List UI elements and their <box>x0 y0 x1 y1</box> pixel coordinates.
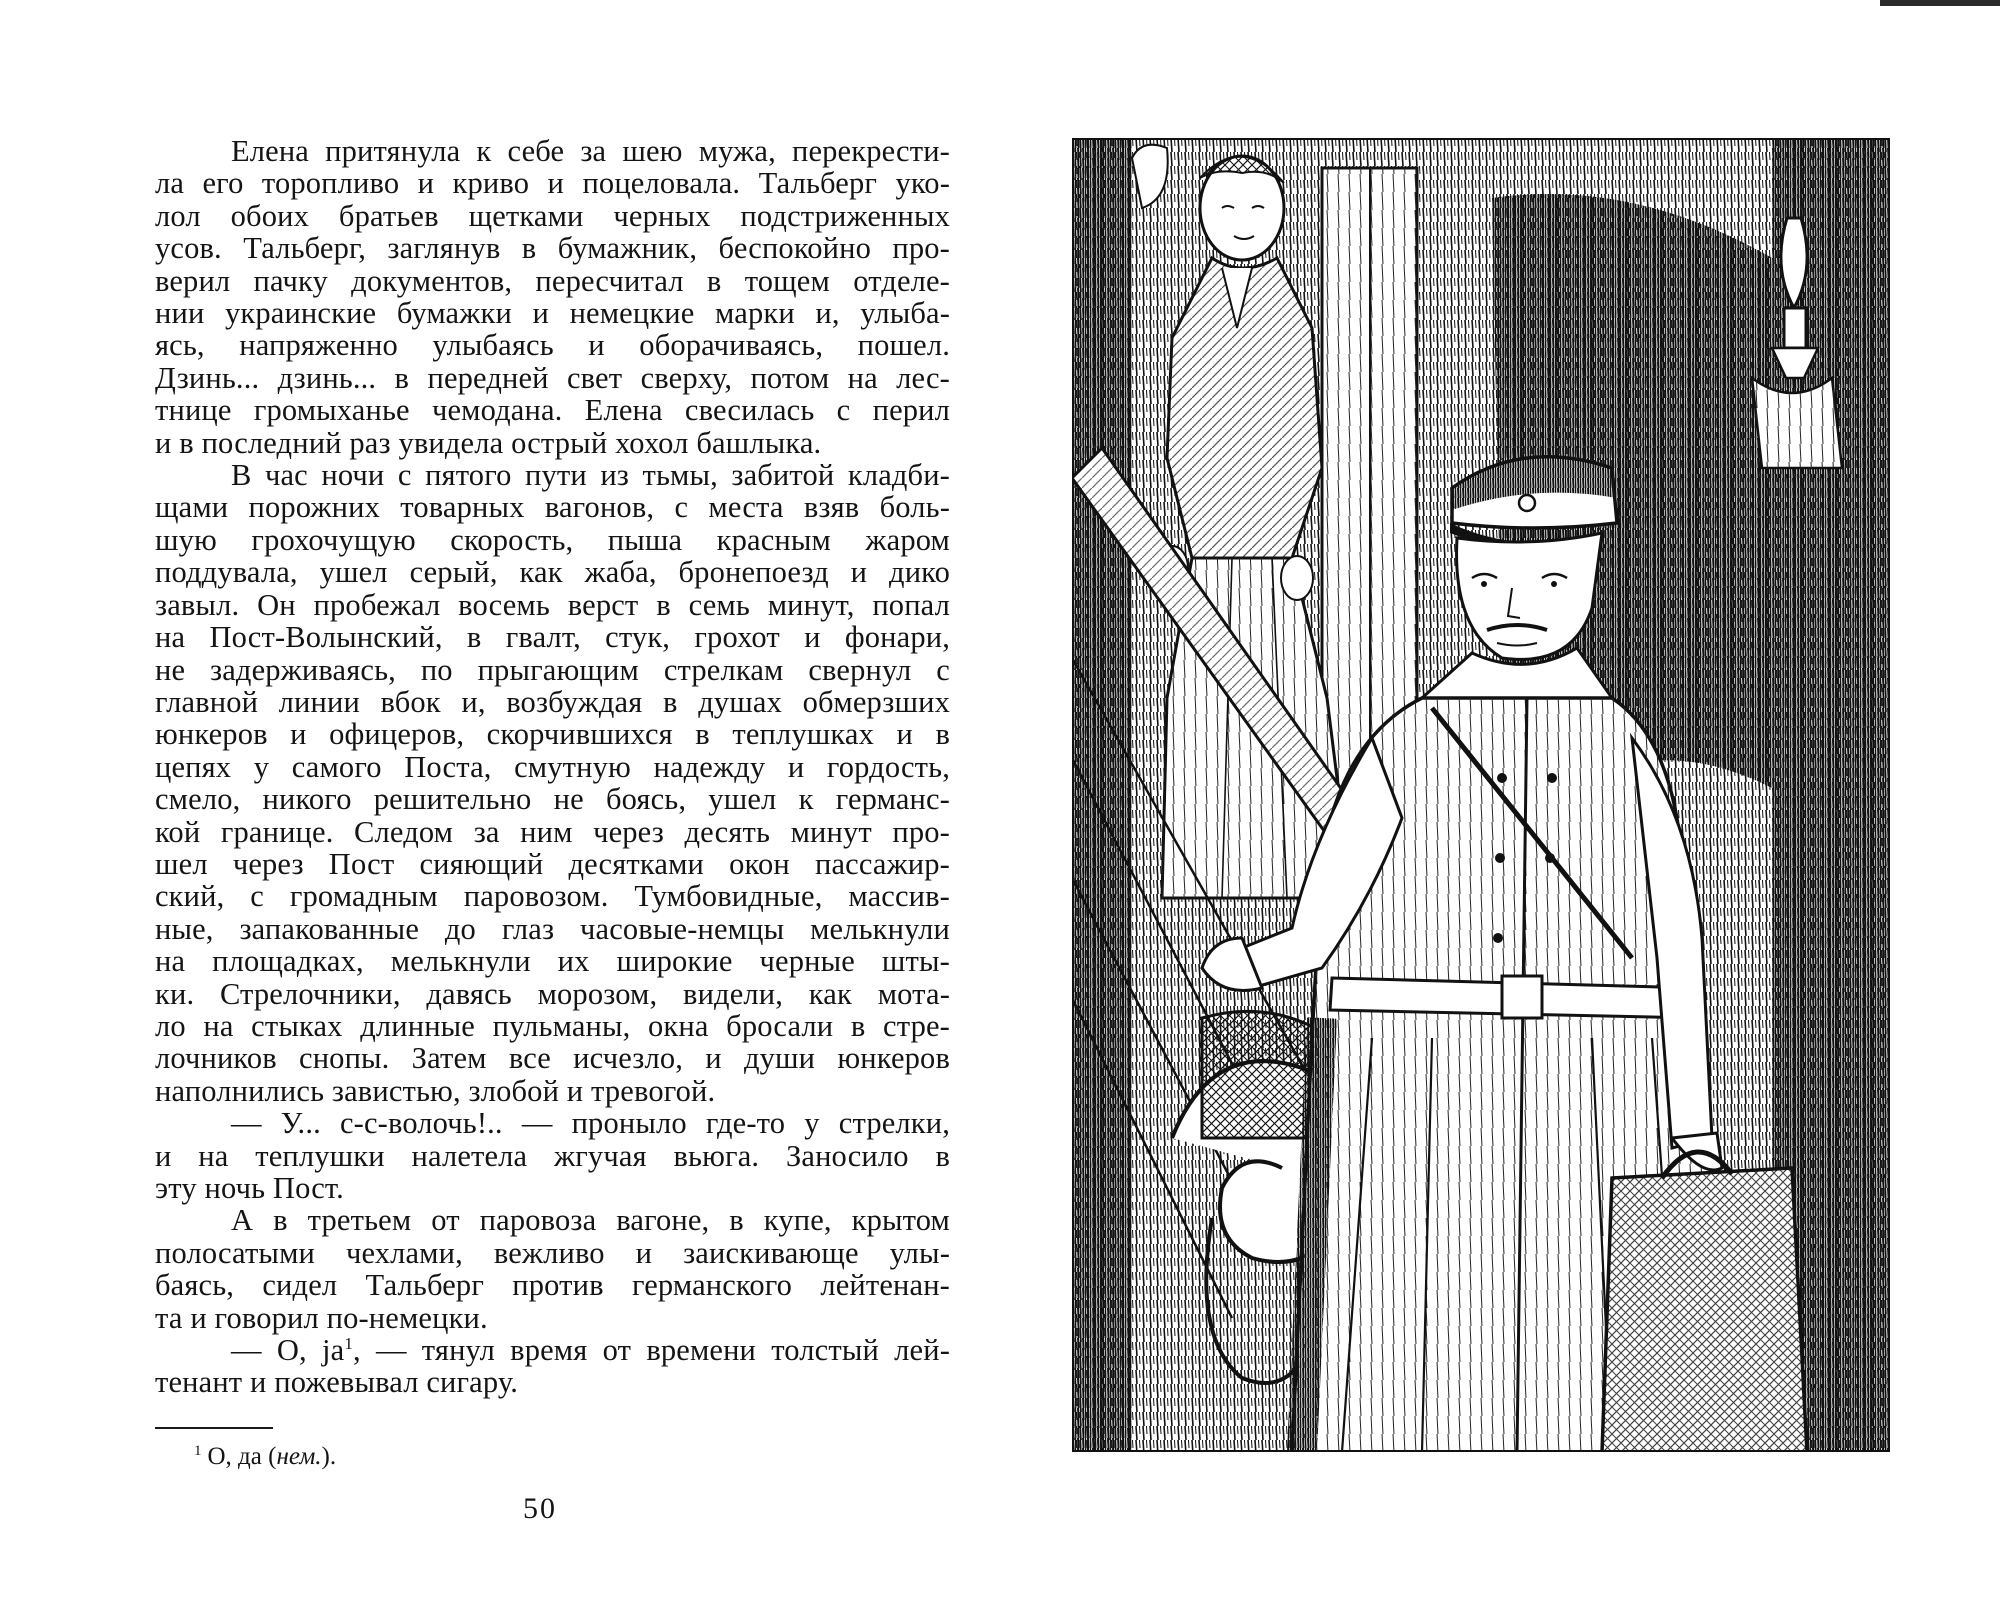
footnote-divider <box>155 1427 273 1429</box>
text-line: ский, с громадным паровозом. Тумбовидные, массив- <box>155 879 950 914</box>
paragraph-4 <box>155 1204 950 1334</box>
footnote-marker: 1 <box>344 1333 353 1353</box>
dialogue-text: , — тянул время от времени толстый лей- <box>352 1333 950 1368</box>
text-column <box>155 135 950 1399</box>
page-number: 50 <box>523 1492 557 1525</box>
text-line <box>155 1334 950 1366</box>
text-line: кой границе. Следом за ним через десять минут про- <box>155 814 950 849</box>
text-line: усов. Тальберг, заглянув в бумажник, беспокойно про- <box>155 231 950 266</box>
text-line: Елена притянула к себе за шею мужа, перекрести- <box>231 134 950 168</box>
paragraph-3 <box>155 1107 950 1204</box>
text-line: эту ночь Пост. <box>155 1171 344 1205</box>
text-line: ясь, напряженно улыбаясь и оборачиваясь, пошел. <box>155 328 950 363</box>
text-line: ки. Стрелочники, давясь морозом, видели, как мота- <box>155 976 950 1011</box>
text-line: тнице громыханье чемодана. Елена свесилась с перил <box>155 393 950 428</box>
text-line: поддувала, ушел серый, как жаба, бронепоезд и дико <box>155 555 950 590</box>
footnote-italic: нем. <box>276 1443 322 1470</box>
text-line: баясь, сидел Тальберг против германского лейтенан- <box>155 1268 950 1303</box>
text-line: А в третьем от паровоза вагоне, в купе, крытом <box>231 1203 950 1238</box>
text-line: и на теплушки налетела жгучая вьюга. Заносило в <box>155 1138 950 1173</box>
left-wall-shadow <box>1072 138 1132 1452</box>
text-line: лочников снопы. Затем все исчезло, и души юнкеров <box>155 1041 950 1076</box>
footnote-number: 1 <box>194 1442 202 1459</box>
dialogue-text: — О, ja <box>231 1333 345 1368</box>
footnote-text: О, да ( <box>207 1443 277 1470</box>
paragraph-2 <box>155 459 950 1107</box>
text-line: В час ночи с пятого пути из тьмы, забитой кладби- <box>231 458 950 493</box>
text-line: главной линии вбок и, возбуждая в душах обмерзших <box>155 684 950 719</box>
text-line: и в последний раз увидела острый хохол башлыка. <box>155 425 822 460</box>
page-edge-strip <box>1880 0 2000 6</box>
text-line: наполнились завистью, злобой и тревогой. <box>155 1073 716 1108</box>
text-line: шую грохочущую скорость, пыша красным жаром <box>155 522 950 557</box>
paragraph-5 <box>155 1334 950 1399</box>
text-line: ные, запакованные до глаз часовые-немцы мелькнули <box>155 911 950 946</box>
footnote <box>194 1442 336 1472</box>
text-line: ло на стыках длинные пульманы, окна бросали в стре- <box>155 1008 950 1043</box>
text-line: ла его торопливо и криво и поцеловала. Тальберг уко- <box>155 166 950 201</box>
text-line: — У... с-с-волочь!.. — проныло где-то у стрелки, <box>231 1106 950 1141</box>
illustration <box>1072 138 1890 1452</box>
text-line: лол обоих братьев щетками черных подстриженных <box>155 198 950 233</box>
text-line: смело, никого решительно не боясь, ушел к германс- <box>155 782 950 817</box>
text-line: шел через Пост сияющий десятками окон пассажир- <box>155 846 950 881</box>
text-line: юнкеров и офицеров, скорчившихся в теплушках и в <box>155 717 950 752</box>
text-line: нии украинские бумажки и немецкие марки и, улыба- <box>155 296 950 331</box>
text-line: верил пачку документов, пересчитал в тощем отделе- <box>155 263 950 298</box>
text-line: щами порожних товарных вагонов, с места взяв боль- <box>155 490 950 525</box>
pen-ink-drawing <box>1072 138 1890 1452</box>
text-line: полосатыми чехлами, вежливо и заискивающе улы- <box>155 1235 950 1270</box>
footnote-closing: ). <box>321 1443 337 1470</box>
text-line: тенант и пожевывал сигару. <box>155 1365 518 1400</box>
text-line: на Пост-Волынский, в гвалт, стук, грохот и фонари, <box>155 620 950 655</box>
text-line: не задерживаясь, по прыгающим стрелкам свернул с <box>155 652 950 687</box>
paragraph-1 <box>155 135 950 459</box>
text-line: та и говорил по-немецки. <box>155 1300 488 1335</box>
text-line: Дзинь... дзинь... в передней свет сверху, потом на лес- <box>155 360 950 395</box>
text-line: завыл. Он пробежал восемь верст в семь минут, попал <box>155 587 950 622</box>
text-line: цепях у самого Поста, смутную надежду и гордость, <box>155 749 950 784</box>
text-line: на площадках, мелькнули их широкие черные шты- <box>155 944 950 979</box>
